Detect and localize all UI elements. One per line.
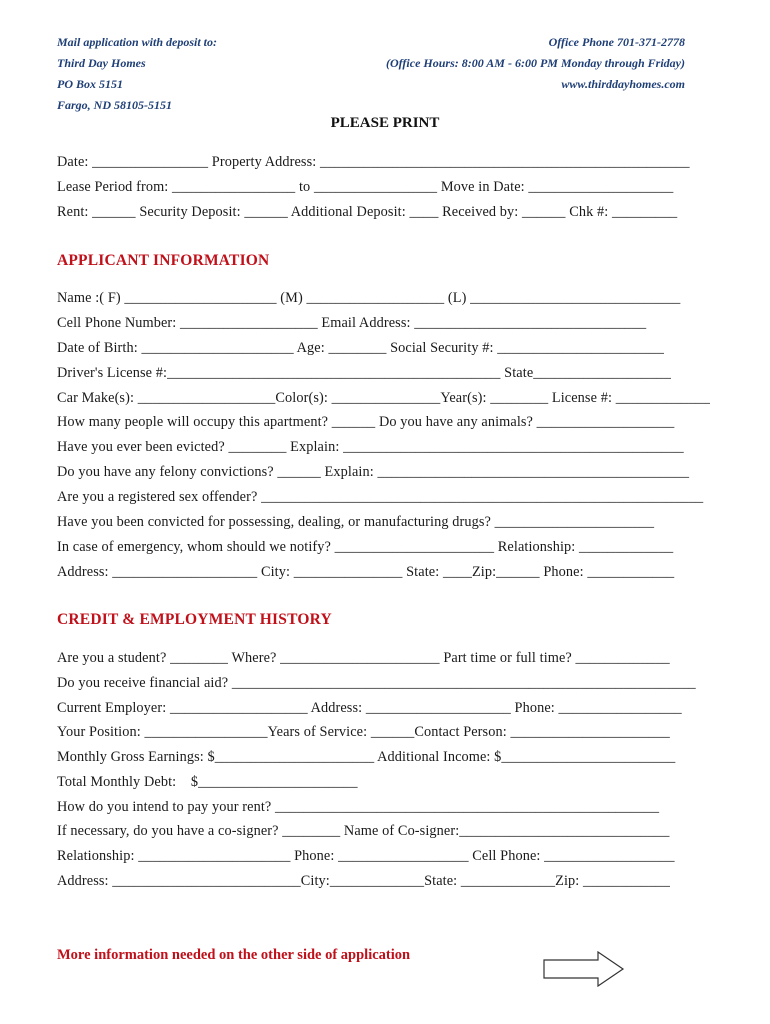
address2-line[interactable]: Address: __________________________City:_____________State: _____________Zip: ____________ bbox=[57, 873, 671, 889]
cosigner-line[interactable]: If necessary, do you have a co-signer? ________ Name of Co-signer:_____________________________ bbox=[57, 823, 670, 839]
car-line[interactable]: Car Make(s): ___________________Color(s): _______________Year(s): ________ License #: _____________ bbox=[57, 390, 710, 406]
relationship-line[interactable]: Relationship: _____________________ Phone: __________________ Cell Phone: __________________ bbox=[57, 848, 675, 864]
pay-rent-line[interactable]: How do you intend to pay your rent? _____________________________________________________ bbox=[57, 799, 660, 815]
cell-email-line[interactable]: Cell Phone Number: ___________________ Email Address: ________________________________ bbox=[57, 315, 647, 331]
city-line: Fargo, ND 58105-5151 bbox=[57, 98, 173, 112]
lease-period-line[interactable]: Lease Period from: _________________ to _________________ Move in Date: ____________________ bbox=[57, 179, 674, 195]
name-line[interactable]: Name :( F) _____________________ (M) ___________________ (L) _____________________________ bbox=[57, 290, 681, 306]
office-phone: Office Phone 701-371-2778 bbox=[548, 35, 685, 49]
financial-aid-line[interactable]: Do you receive financial aid? ________________________________________________________________ bbox=[57, 675, 696, 691]
emergency-line[interactable]: In case of emergency, whom should we notify? ______________________ Relationship: _____________ bbox=[57, 539, 674, 555]
felony-line[interactable]: Do you have any felony convictions? ______ Explain: ___________________________________________ bbox=[57, 464, 690, 480]
dob-line[interactable]: Date of Birth: _____________________ Age: ________ Social Security #: _______________________ bbox=[57, 340, 664, 356]
earnings-line[interactable]: Monthly Gross Earnings: $______________________ Additional Income: $________________________ bbox=[57, 749, 676, 765]
employer-line[interactable]: Current Employer: ___________________ Address: ____________________ Phone: _________________ bbox=[57, 700, 682, 716]
address-line[interactable]: Address: ____________________ City: _______________ State: ____Zip:______ Phone: ____________ bbox=[57, 564, 675, 580]
credit-employment-heading: CREDIT & EMPLOYMENT HISTORY bbox=[57, 611, 332, 628]
sex-offender-line[interactable]: Are you a registered sex offender? _____________________________________________________________ bbox=[57, 489, 704, 505]
mail-label: Mail application with deposit to: bbox=[57, 35, 218, 49]
rent-line[interactable]: Rent: ______ Security Deposit: ______ Additional Deposit: ____ Received by: ______ Chk #: _________ bbox=[57, 204, 678, 220]
position-line[interactable]: Your Position: _________________Years of Service: ______Contact Person: ______________________ bbox=[57, 724, 670, 740]
evicted-line[interactable]: Have you ever been evicted? ________ Explain: _______________________________________________ bbox=[57, 439, 684, 455]
po-box: PO Box 5151 bbox=[57, 77, 123, 91]
debt-line[interactable]: Total Monthly Debt: $______________________ bbox=[57, 774, 358, 790]
office-hours: (Office Hours: 8:00 AM - 6:00 PM Monday through Friday) bbox=[385, 56, 685, 70]
company-name: Third Day Homes bbox=[57, 56, 146, 70]
drugs-line[interactable]: Have you been convicted for possessing, dealing, or manufacturing drugs? ______________________ bbox=[57, 514, 655, 530]
right-arrow-icon[interactable] bbox=[543, 951, 625, 987]
license-line[interactable]: Driver's License #:______________________________________________ State___________________ bbox=[57, 365, 671, 381]
student-line[interactable]: Are you a student? ________ Where? ______________________ Part time or full time? _____________ bbox=[57, 650, 670, 666]
date-address-line[interactable]: Date: ________________ Property Address: ___________________________________________________ bbox=[57, 154, 690, 170]
website-link[interactable]: www.thirddayhomes.com bbox=[561, 77, 685, 91]
footer-note: More information needed on the other side of application bbox=[57, 947, 411, 963]
page-title: PLEASE PRINT bbox=[330, 115, 440, 131]
applicant-info-heading: APPLICANT INFORMATION bbox=[57, 252, 270, 269]
occupants-line[interactable]: How many people will occupy this apartment? ______ Do you have any animals? ___________________ bbox=[57, 414, 675, 430]
